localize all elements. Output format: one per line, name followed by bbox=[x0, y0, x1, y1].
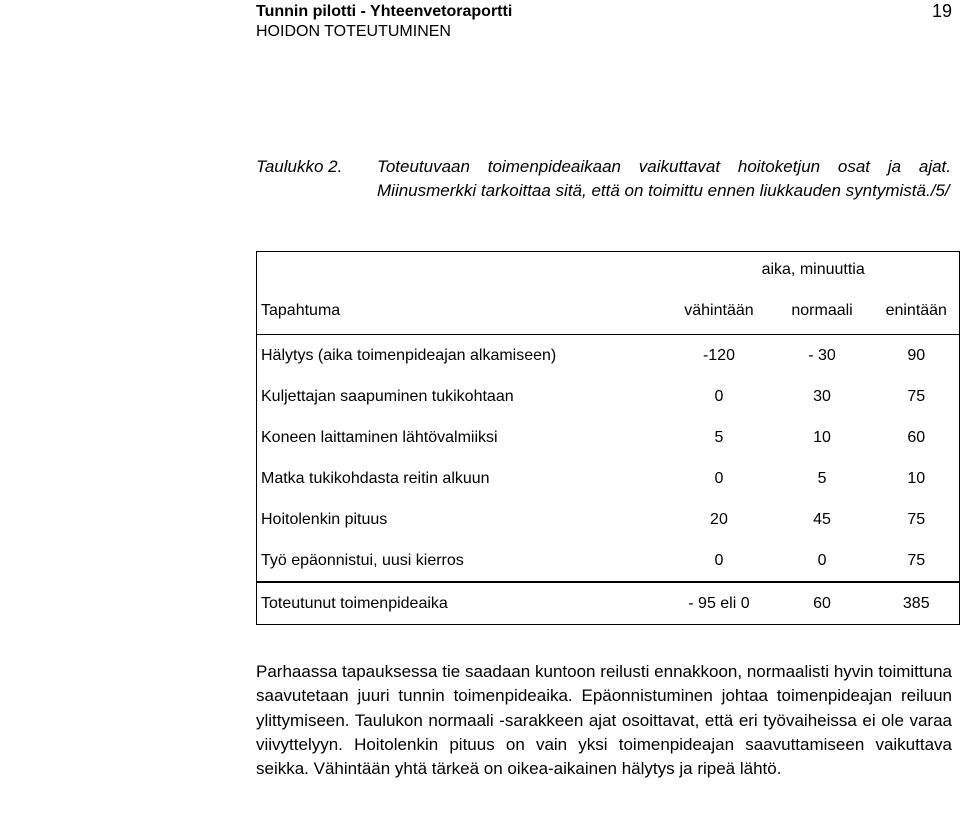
min-cell: 5 bbox=[714, 428, 724, 446]
table-total-row bbox=[257, 582, 960, 625]
normal-cell: - 30 bbox=[771, 335, 874, 377]
max-cell: 75 bbox=[907, 510, 926, 528]
min-cell: 0 bbox=[714, 387, 724, 405]
page-number: 19 bbox=[931, 1, 952, 21]
normal-cell: 45 bbox=[813, 510, 831, 528]
group-header-cell bbox=[667, 252, 959, 289]
header-edge-cell bbox=[959, 252, 960, 289]
max-cell: 75 bbox=[907, 387, 926, 405]
event-cell: Työ epäonnistui, uusi kierros bbox=[257, 540, 668, 582]
table-column-header-row bbox=[257, 288, 960, 335]
row-edge-cell bbox=[959, 499, 960, 540]
time-table bbox=[256, 251, 960, 625]
row-edge-cell bbox=[959, 417, 960, 458]
total-event-cell: Toteutunut toimenpideaika bbox=[257, 582, 668, 625]
table-row bbox=[257, 417, 960, 458]
header-spacer-cell bbox=[257, 252, 668, 289]
event-cell: Hoitolenkin pituus bbox=[257, 499, 668, 540]
total-normal-cell: 60 bbox=[771, 582, 874, 625]
row-edge-cell bbox=[959, 288, 960, 335]
table-row bbox=[257, 458, 960, 499]
max-cell: 90 bbox=[874, 335, 959, 377]
event-cell: Kuljettajan saapuminen tukikohtaan bbox=[257, 376, 668, 417]
report-title: Tunnin pilotti - Yhteenvetoraportti bbox=[256, 3, 513, 20]
table-row bbox=[257, 499, 960, 540]
normal-cell: 10 bbox=[813, 428, 831, 446]
table-header-row bbox=[257, 252, 960, 289]
event-cell: Hälytys (aika toimenpideajan alkamiseen) bbox=[257, 335, 668, 377]
column-header-min: vähintään bbox=[684, 302, 754, 319]
row-edge-cell bbox=[959, 540, 960, 582]
table-row bbox=[257, 376, 960, 417]
table-row bbox=[257, 335, 960, 377]
total-max-cell: 385 bbox=[874, 582, 959, 625]
event-cell: Koneen laittaminen lähtövalmiiksi bbox=[257, 417, 668, 458]
row-edge-cell bbox=[959, 335, 960, 377]
max-cell: 10 bbox=[907, 469, 926, 487]
max-cell: 60 bbox=[907, 428, 926, 446]
event-cell: Matka tukikohdasta reitin alkuun bbox=[257, 458, 668, 499]
table-caption-text: Toteutuvaan toimenpideaikaan vaikuttavat hoitoketjun osat ja ajat. Miinusmerkki tarkoittaa sitä, että on toimittu ennen liukkauden syntymistä./5/ bbox=[377, 157, 951, 200]
column-header-event: Tapahtuma bbox=[257, 288, 668, 335]
normal-cell: 30 bbox=[813, 387, 831, 405]
total-min-cell: - 95 eli 0 bbox=[667, 582, 770, 625]
row-edge-cell bbox=[959, 582, 960, 625]
min-cell: -120 bbox=[667, 335, 770, 377]
table-caption-label: Taulukko 2. bbox=[256, 157, 343, 176]
row-edge-cell bbox=[959, 376, 960, 417]
body-paragraph: Parhaassa tapauksessa tie saadaan kuntoon reilusti ennakkoon, normaalisti hyvin toimittuna saavutetaan juuri tunnin toimenpideaika. Epäonnistuminen johtaa toimenpideajan reiluun ylittymiseen. Taulukon normaali -sarakkeen ajat osoittavat, että eri työvaiheissa ei ole varaa viivyttelyyn. Hoitolenkin pituus on vain yksi toimenpideajan saavuttamiseen vaikuttava seikka. Vähintään yhtä tärkeä on oikea-aikainen hälytys ja ripeä lähtö. bbox=[256, 662, 952, 779]
min-cell: 0 bbox=[714, 551, 724, 569]
min-cell: 20 bbox=[710, 510, 728, 528]
table-row bbox=[257, 540, 960, 582]
row-edge-cell bbox=[959, 458, 960, 499]
min-cell: 0 bbox=[714, 469, 724, 487]
normal-cell: 5 bbox=[817, 469, 827, 487]
column-header-normal: normaali bbox=[791, 302, 853, 319]
column-header-max: enintään bbox=[885, 302, 947, 319]
section-heading: HOIDON TOTEUTUMINEN bbox=[256, 23, 451, 40]
max-cell: 75 bbox=[907, 551, 926, 569]
time-group-header: aika, minuuttia bbox=[761, 261, 865, 278]
normal-cell: 0 bbox=[817, 551, 827, 569]
